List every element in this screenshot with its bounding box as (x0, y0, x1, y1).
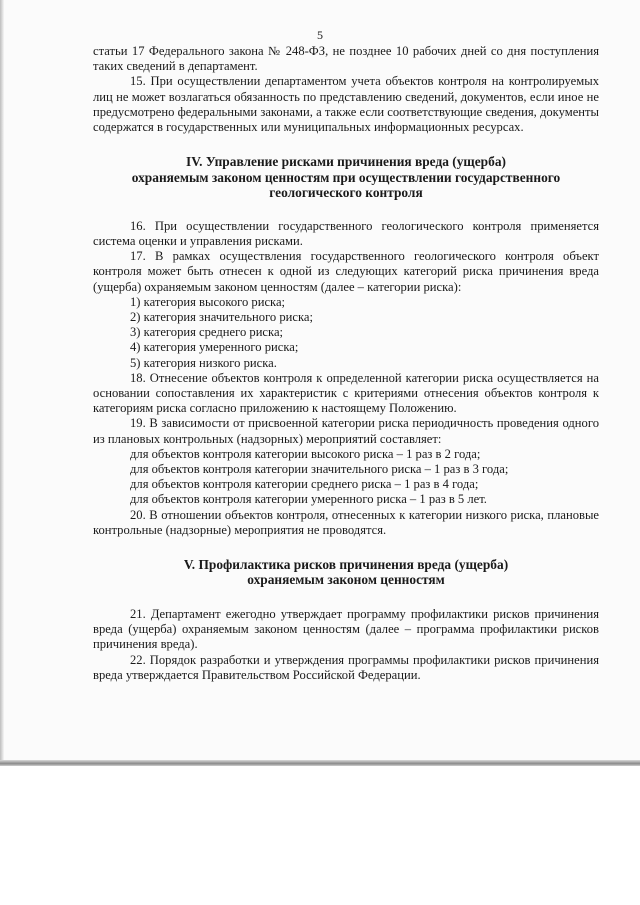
section-4-heading (93, 154, 599, 201)
paragraph-20: 20. В отношении объектов контроля, отнесенных к категории низкого риска, плановые контрольные (надзорные) мероприятия не проводятся. (93, 507, 599, 537)
list-item: 5) категория низкого риска. (130, 355, 277, 370)
list-item: для объектов контроля категории среднего риска – 1 раз в 4 года; (130, 477, 479, 492)
paragraph-21: 21. Департамент ежегодно утверждает программу профилактики рисков причинения вреда (ущерба) охраняемым законом ценностям (далее – программа профилактики рисков причинения вреда). (93, 606, 599, 652)
list-item: для объектов контроля категории умеренного риска – 1 раз в 5 лет. (130, 492, 487, 507)
section-5-heading (93, 557, 599, 588)
paragraph-19: 19. В зависимости от присвоенной категории риска периодичность проведения одного из плановых контрольных (надзорных) мероприятий составляет: (93, 416, 599, 446)
list-item: 1) категория высокого риска; (130, 294, 286, 309)
section-4-heading-line: IV. Управление рисками причинения вреда (ущерба) (186, 154, 506, 170)
paragraph-14-continuation: статьи 17 Федерального закона № 248-ФЗ, не позднее 10 рабочих дней со дня поступления таких сведений в департамент. (93, 44, 599, 74)
list-item: 4) категория умеренного риска; (130, 340, 299, 355)
paragraph-22: 22. Порядок разработки и утверждения программы профилактики рисков причинения вреда утверждается Правительством Российской Федерации. (93, 652, 599, 682)
section-4-heading-line: охраняемым законом ценностям при осуществлении государственного (131, 169, 561, 185)
paragraph-16: 16. При осуществлении государственного геологического контроля применяется система оценки и управления рисками. (93, 218, 599, 248)
paragraph-17: 17. В рамках осуществления государственного геологического контроля объект контроля может быть отнесен к одной из следующих категорий риска причинения вреда (ущерба) охраняемым законом ценностям (далее – категории риска): (93, 249, 599, 294)
section-4-heading-line: геологического контроля (269, 185, 423, 201)
paragraph-18: 18. Отнесение объектов контроля к определенной категории риска осуществляется на основании сопоставления их характеристик с критериями отнесения объектов контроля к категориям риска согласно приложению к настоящему Положению. (93, 370, 599, 416)
risk-category-list (93, 295, 599, 371)
document-body (93, 44, 599, 683)
periodicity-list (93, 447, 599, 508)
list-item: для объектов контроля категории высокого риска – 1 раз в 2 года; (130, 446, 481, 461)
section-5-heading-line: охраняемым законом ценностям (247, 572, 445, 588)
section-5-heading-line: V. Профилактика рисков причинения вреда (ущерба) (183, 556, 509, 572)
scan-bottom-edge (0, 760, 640, 766)
list-item: 2) категория значительного риска; (130, 309, 314, 324)
list-item: 3) категория среднего риска; (130, 325, 284, 340)
paragraph-15: 15. При осуществлении департаментом учета объектов контроля на контролируемых лиц не может возлагаться обязанность по представлению сведений, документов, если иное не предусмотрено федеральными законами, а также если соответствующие сведения, документы содержатся в государственных или муниципальных информационных ресурсах. (93, 74, 599, 135)
scan-shadow (0, 0, 4, 765)
page-number: 5 (317, 28, 323, 42)
list-item: для объектов контроля категории значительного риска – 1 раз в 3 года; (130, 461, 509, 476)
